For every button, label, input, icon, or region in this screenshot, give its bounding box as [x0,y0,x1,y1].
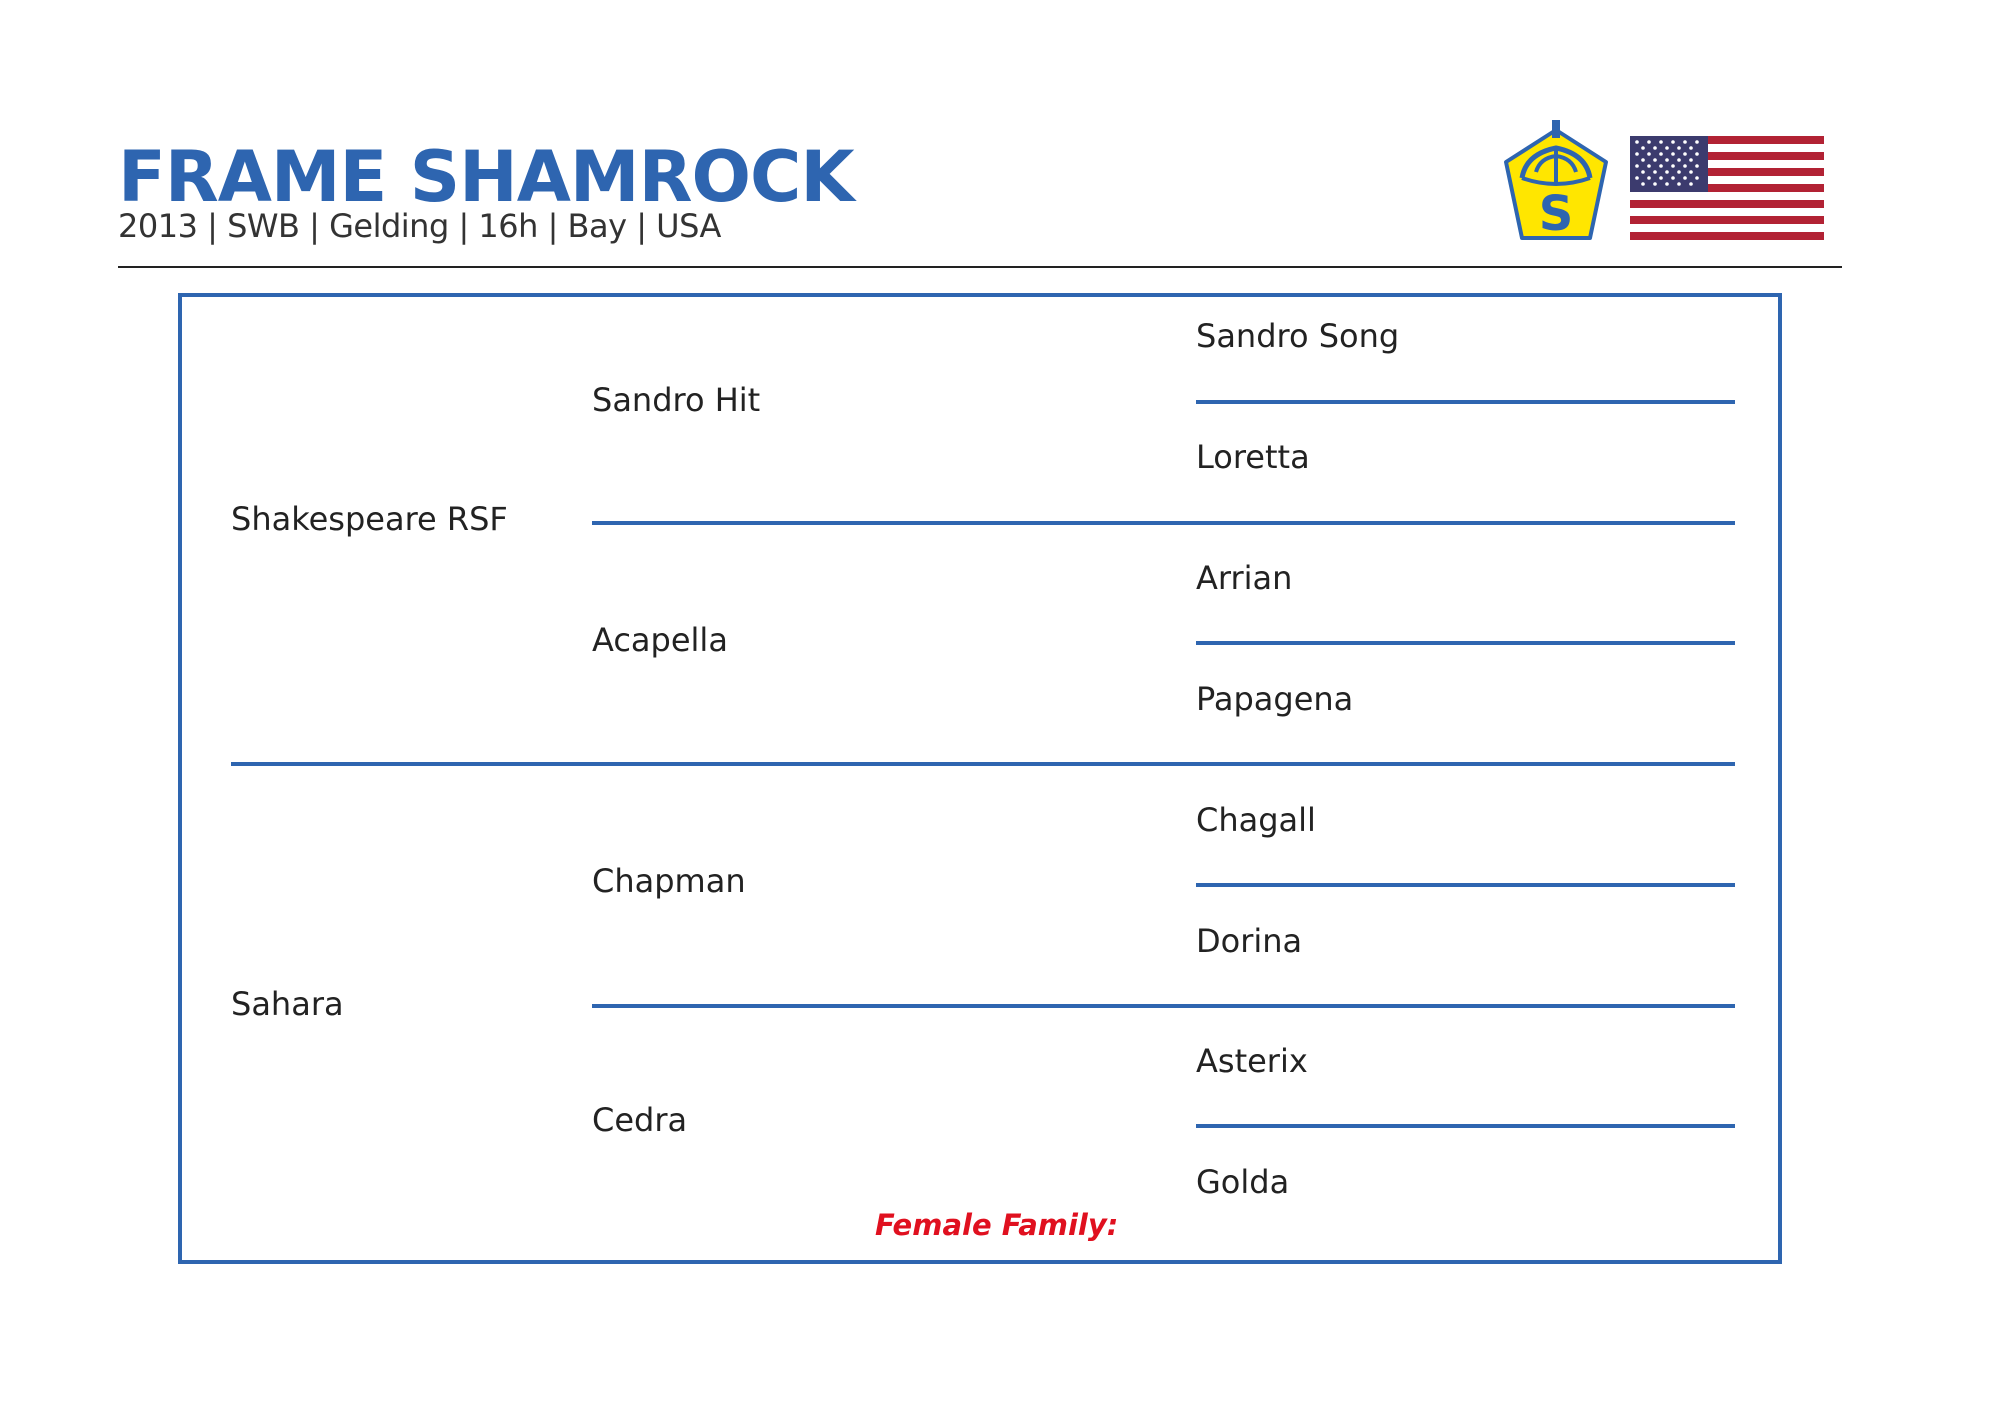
ssd-name: Loretta [1196,438,1310,476]
female-family-label: Female Family: [875,1208,1119,1242]
header-divider [118,266,1842,268]
usa-flag-icon [1630,136,1824,240]
dam-line-divider [592,1004,1735,1008]
swedish-warmblood-crown-shield-icon [1502,120,1610,244]
dam-dam-name: Cedra [592,1101,688,1139]
dam-name: Sahara [231,985,344,1023]
gen3-divider [1196,1124,1735,1128]
sds-name: Arrian [1196,559,1293,597]
dam-sire-name: Chapman [592,862,746,900]
ddd-name: Golda [1196,1163,1290,1201]
sire-name: Shakespeare RSF [231,500,508,538]
sire-line-divider [592,521,1735,525]
sss-name: Sandro Song [1196,317,1400,355]
logo-letter: S [1538,186,1574,242]
sire-dam-divider [231,762,1735,766]
pedigree-frame [178,293,1782,1264]
dsd-name: Dorina [1196,922,1303,960]
gen3-divider [1196,641,1735,645]
dds-name: Asterix [1196,1042,1308,1080]
sire-sire-name: Sandro Hit [592,381,761,419]
horse-details-subtitle: 2013 | SWB | Gelding | 16h | Bay | USA [118,207,721,245]
gen3-divider [1196,400,1735,404]
sdd-name: Papagena [1196,680,1354,718]
gen3-divider [1196,883,1735,887]
dss-name: Chagall [1196,801,1316,839]
horse-name-title: FRAME SHAMROCK [118,136,854,218]
sire-dam-name: Acapella [592,621,728,659]
